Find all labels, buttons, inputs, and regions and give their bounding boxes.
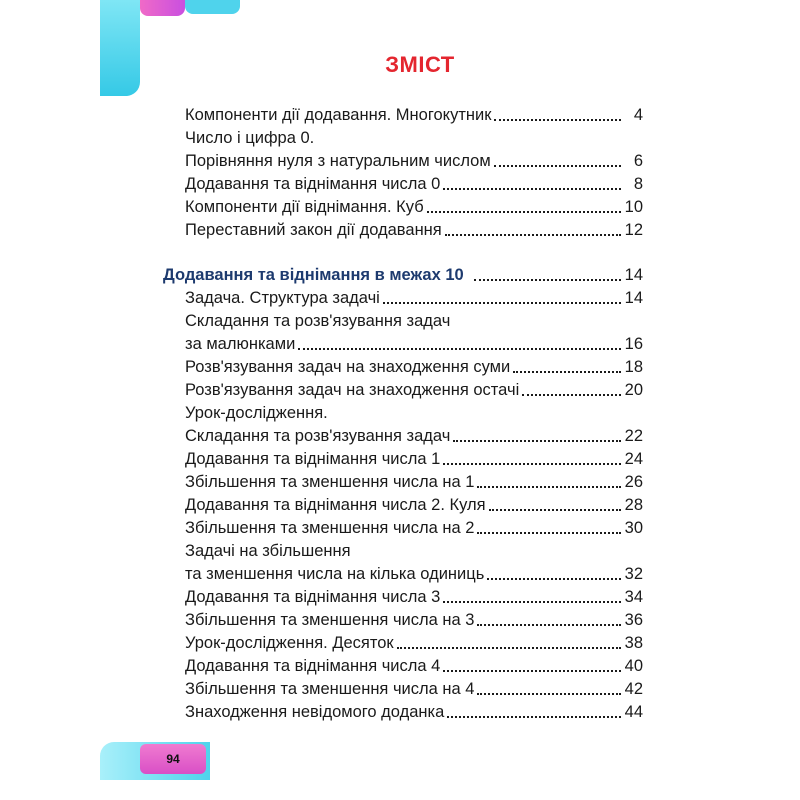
toc-group-1 <box>163 104 643 242</box>
leader-dots <box>453 439 620 442</box>
toc-entry[interactable] <box>185 701 643 724</box>
leader-dots <box>474 278 621 281</box>
toc-entry-text: Урок-дослідження. <box>185 404 328 422</box>
section-page: 14 <box>624 266 643 284</box>
toc-entry-page: 26 <box>624 473 643 491</box>
leader-dots <box>447 715 620 718</box>
leader-dots <box>494 164 621 167</box>
page-title: ЗМІСТ <box>385 52 455 77</box>
leader-dots <box>477 692 620 695</box>
leader-dots <box>513 370 620 373</box>
section-title: Додавання та віднімання в межах 10 <box>163 266 464 284</box>
toc-entry-page: 32 <box>624 565 643 583</box>
toc-entry-text: Задача. Структура задачі <box>185 289 380 307</box>
page-number: 94 <box>166 752 180 766</box>
toc-entry-text: Урок-дослідження. Десяток <box>185 634 394 652</box>
leader-dots <box>443 600 620 603</box>
toc-entry-text: Задачі на збільшення <box>185 542 351 560</box>
toc-entry[interactable] <box>185 448 643 471</box>
table-of-contents <box>163 104 643 724</box>
leader-dots <box>443 462 620 465</box>
toc-entry[interactable] <box>185 287 643 310</box>
toc-entry-page: 28 <box>624 496 643 514</box>
toc-entry-page: 6 <box>633 152 643 170</box>
toc-entry[interactable] <box>185 219 643 242</box>
toc-entry[interactable] <box>185 310 643 356</box>
toc-entry-text: Розв'язування задач на знаходження остачі <box>185 381 520 399</box>
toc-section-heading[interactable] <box>163 264 643 287</box>
toc-entry-text: Знаходження невідомого доданка <box>185 703 445 721</box>
toc-entry[interactable] <box>185 356 643 379</box>
toc-entry-text: Додавання та віднімання числа 3 <box>185 588 441 606</box>
toc-entry[interactable] <box>185 586 643 609</box>
decorative-pink-tab <box>140 0 185 16</box>
toc-entry-text: Додавання та віднімання числа 0 <box>185 175 441 193</box>
toc-entry-text: Компоненти дії віднімання. Куб <box>185 198 424 216</box>
toc-entry-text: Додавання та віднімання числа 1 <box>185 450 441 468</box>
toc-entry[interactable] <box>185 402 643 448</box>
toc-entry[interactable] <box>185 173 643 196</box>
toc-entry[interactable] <box>185 196 643 219</box>
toc-entry[interactable] <box>185 127 643 173</box>
toc-entry[interactable] <box>185 609 643 632</box>
decorative-cyan-strip <box>185 0 240 14</box>
toc-entry-page: 24 <box>624 450 643 468</box>
toc-entry[interactable] <box>185 379 643 402</box>
toc-entry-page: 10 <box>624 198 643 216</box>
toc-entry-text: Збільшення та зменшення числа на 3 <box>185 611 475 629</box>
toc-entry[interactable] <box>185 540 643 586</box>
leader-dots <box>477 623 620 626</box>
toc-entry-text: Збільшення та зменшення числа на 2 <box>185 519 475 537</box>
toc-entry[interactable] <box>185 104 643 127</box>
toc-entry[interactable] <box>185 655 643 678</box>
toc-entry[interactable] <box>185 678 643 701</box>
toc-entry-page: 4 <box>633 106 643 124</box>
toc-entry-page: 12 <box>624 221 643 239</box>
toc-entry-page: 30 <box>624 519 643 537</box>
leader-dots <box>397 646 621 649</box>
toc-entry-page: 22 <box>624 427 643 445</box>
page-number-badge <box>140 744 206 774</box>
leader-dots <box>445 233 621 236</box>
toc-entry-page: 34 <box>624 588 643 606</box>
leader-dots <box>489 508 621 511</box>
toc-entry[interactable] <box>185 471 643 494</box>
toc-entry-text: Порівняння нуля з натуральним числом <box>185 152 491 170</box>
toc-entry-page: 44 <box>624 703 643 721</box>
toc-entry-page: 14 <box>624 289 643 307</box>
toc-entry-text: Переставний закон дії додавання <box>185 221 442 239</box>
toc-entry-text: Компоненти дії додавання. Многокутник <box>185 106 492 124</box>
toc-entry-text: Складання та розв'язування задач <box>185 427 451 445</box>
decorative-cyan-tab <box>100 0 140 96</box>
toc-entry-text: за малюнками <box>185 335 296 353</box>
toc-entry-page: 20 <box>624 381 643 399</box>
toc-entry-text: Збільшення та зменшення числа на 1 <box>185 473 475 491</box>
toc-entry-text: Розв'язування задач на знаходження суми <box>185 358 511 376</box>
leader-dots <box>383 301 621 304</box>
toc-entry-text: та зменшення числа на кілька одиниць <box>185 565 485 583</box>
leader-dots <box>298 347 620 350</box>
leader-dots <box>477 485 620 488</box>
toc-entry[interactable] <box>185 632 643 655</box>
toc-entry-text: Додавання та віднімання числа 4 <box>185 657 441 675</box>
toc-entry-text: Додавання та віднімання числа 2. Куля <box>185 496 486 514</box>
leader-dots <box>494 118 621 121</box>
toc-entry[interactable] <box>185 494 643 517</box>
toc-entry-page: 16 <box>624 335 643 353</box>
toc-entry-page: 38 <box>624 634 643 652</box>
leader-dots <box>427 210 621 213</box>
toc-entry-page: 8 <box>633 175 643 193</box>
toc-entry-page: 18 <box>624 358 643 376</box>
toc-entry-text: Число і цифра 0. <box>185 129 315 147</box>
leader-dots <box>443 187 621 190</box>
toc-entry[interactable] <box>185 517 643 540</box>
leader-dots <box>443 669 620 672</box>
leader-dots <box>487 577 620 580</box>
toc-entry-page: 40 <box>624 657 643 675</box>
toc-group-2 <box>163 287 643 724</box>
toc-entry-text: Складання та розв'язування задач <box>185 312 451 330</box>
leader-dots <box>522 393 620 396</box>
toc-entry-text: Збільшення та зменшення числа на 4 <box>185 680 475 698</box>
leader-dots <box>477 531 620 534</box>
toc-entry-page: 36 <box>624 611 643 629</box>
toc-entry-page: 42 <box>624 680 643 698</box>
